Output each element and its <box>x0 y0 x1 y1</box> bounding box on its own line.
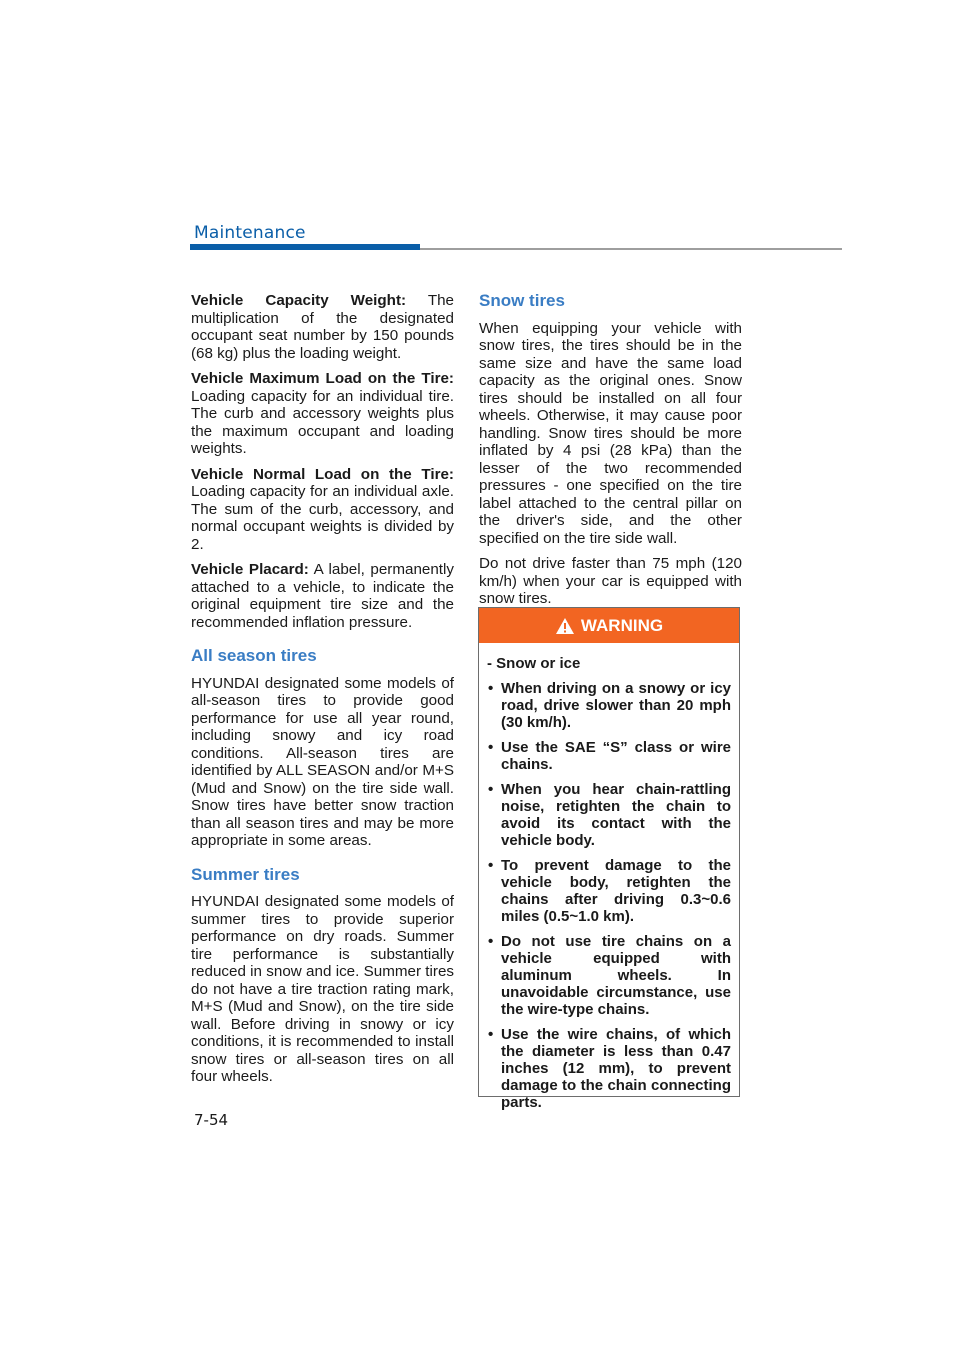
warning-item: • Use the SAE “S” class or wire chains. <box>487 739 731 773</box>
warning-item: • To prevent damage to the vehicle body, retighten the chains after driving 0.3~0.6 miles (0.5~1.0 km). <box>487 857 731 925</box>
warning-item: • Do not use tire chains on a vehicle equipped with aluminum wheels. In unavoidable circumstance, use the wire-type chains. <box>487 933 731 1018</box>
warning-header <box>479 608 739 643</box>
section-title: Maintenance <box>194 223 306 243</box>
definition-text: Loading capacity for an individual axle. The sum of the curb, accessory, and normal occupant weights is divided by 2. <box>191 483 454 553</box>
definition-term: Vehicle Maximum Load on the Tire: <box>191 370 454 387</box>
snow-paragraph: Do not drive faster than 75 mph (120 km/h) when your car is equipped with snow tires. <box>479 555 742 607</box>
all-season-heading: All season tires <box>191 646 317 665</box>
definition-capacity-weight <box>191 292 454 362</box>
definition-normal-load <box>191 466 454 554</box>
page-number: 7-54 <box>194 1111 229 1129</box>
summer-heading: Summer tires <box>191 864 300 884</box>
warning-body <box>479 643 739 1111</box>
header-rule-thick <box>190 244 420 250</box>
warning-lead: - Snow or ice <box>487 655 581 672</box>
definition-term: Vehicle Capacity Weight: <box>191 292 407 309</box>
warning-title: WARNING <box>580 615 664 635</box>
definition-text: A label, permanently attached to a vehicle, to indicate the original equipment tire size and the recommended inflation pressure. <box>191 561 454 631</box>
all-season-text: HYUNDAI designated some models of all-season tires to provide good performance for use all year round, including snowy and icy road conditions. All-season tires are identified by ALL SEASON and/or M+S (Mud and Snow) on the tire side wall. Snow tires have better snow traction than all season tires and may be more appropriate in some areas. <box>191 674 454 849</box>
summer-text: HYUNDAI designated some models of summer tires to provide superior performance on dry roads. Summer tire performance is substantially reduced in snow and ice. Summer tires do not have a tire traction rating mark, M+S (Mud and Snow), on the tire side wall. Before driving in snowy or icy conditions, it is recommended to install snow tires or all-season tires on all four wheels. <box>191 893 454 1085</box>
warning-item: • When you hear chain-rattling noise, retighten the chain to avoid its contact with the vehicle body. <box>487 781 731 849</box>
definition-text: Loading capacity for an individual tire. The curb and accessory weights plus the maximum occupant and loading weights. <box>191 387 454 457</box>
snow-paragraph: When equipping your vehicle with snow tires, the tires should be in the same size and have the same load capacity as the original ones. Snow tires should be installed on all four wheels. Otherwise, it may cause poor handling. Snow tires should be more inflated by 4 psi (28 kPa) than the lesser of the two recommended pressures - one specified on the tire label attached to the central pillar on the driver's side, and the other specified on the tire side wall. <box>479 319 742 547</box>
definition-placard <box>191 561 454 631</box>
header-rule-thin <box>420 248 842 250</box>
definition-term: Vehicle Normal Load on the Tire: <box>191 465 454 483</box>
left-column <box>191 292 454 1094</box>
warning-item: • Use the wire chains, of which the diameter is less than 0.47 inches (12 mm), to prevent damage to the chain connecting parts. <box>487 1026 731 1111</box>
warning-item: • When driving on a snowy or icy road, drive slower than 20 mph (30 km/h). <box>487 680 731 731</box>
definition-text: The multiplication of the designated occupant seat number by 150 pounds (68 kg) plus the loading weight. <box>191 292 454 362</box>
warning-box <box>478 607 740 1111</box>
warning-triangle-icon <box>555 617 575 635</box>
definition-maximum-load <box>191 370 454 458</box>
right-column <box>479 292 742 616</box>
definition-term: Vehicle Placard: <box>191 561 309 578</box>
warning-list <box>487 680 731 1111</box>
snow-heading: Snow tires <box>479 291 565 310</box>
